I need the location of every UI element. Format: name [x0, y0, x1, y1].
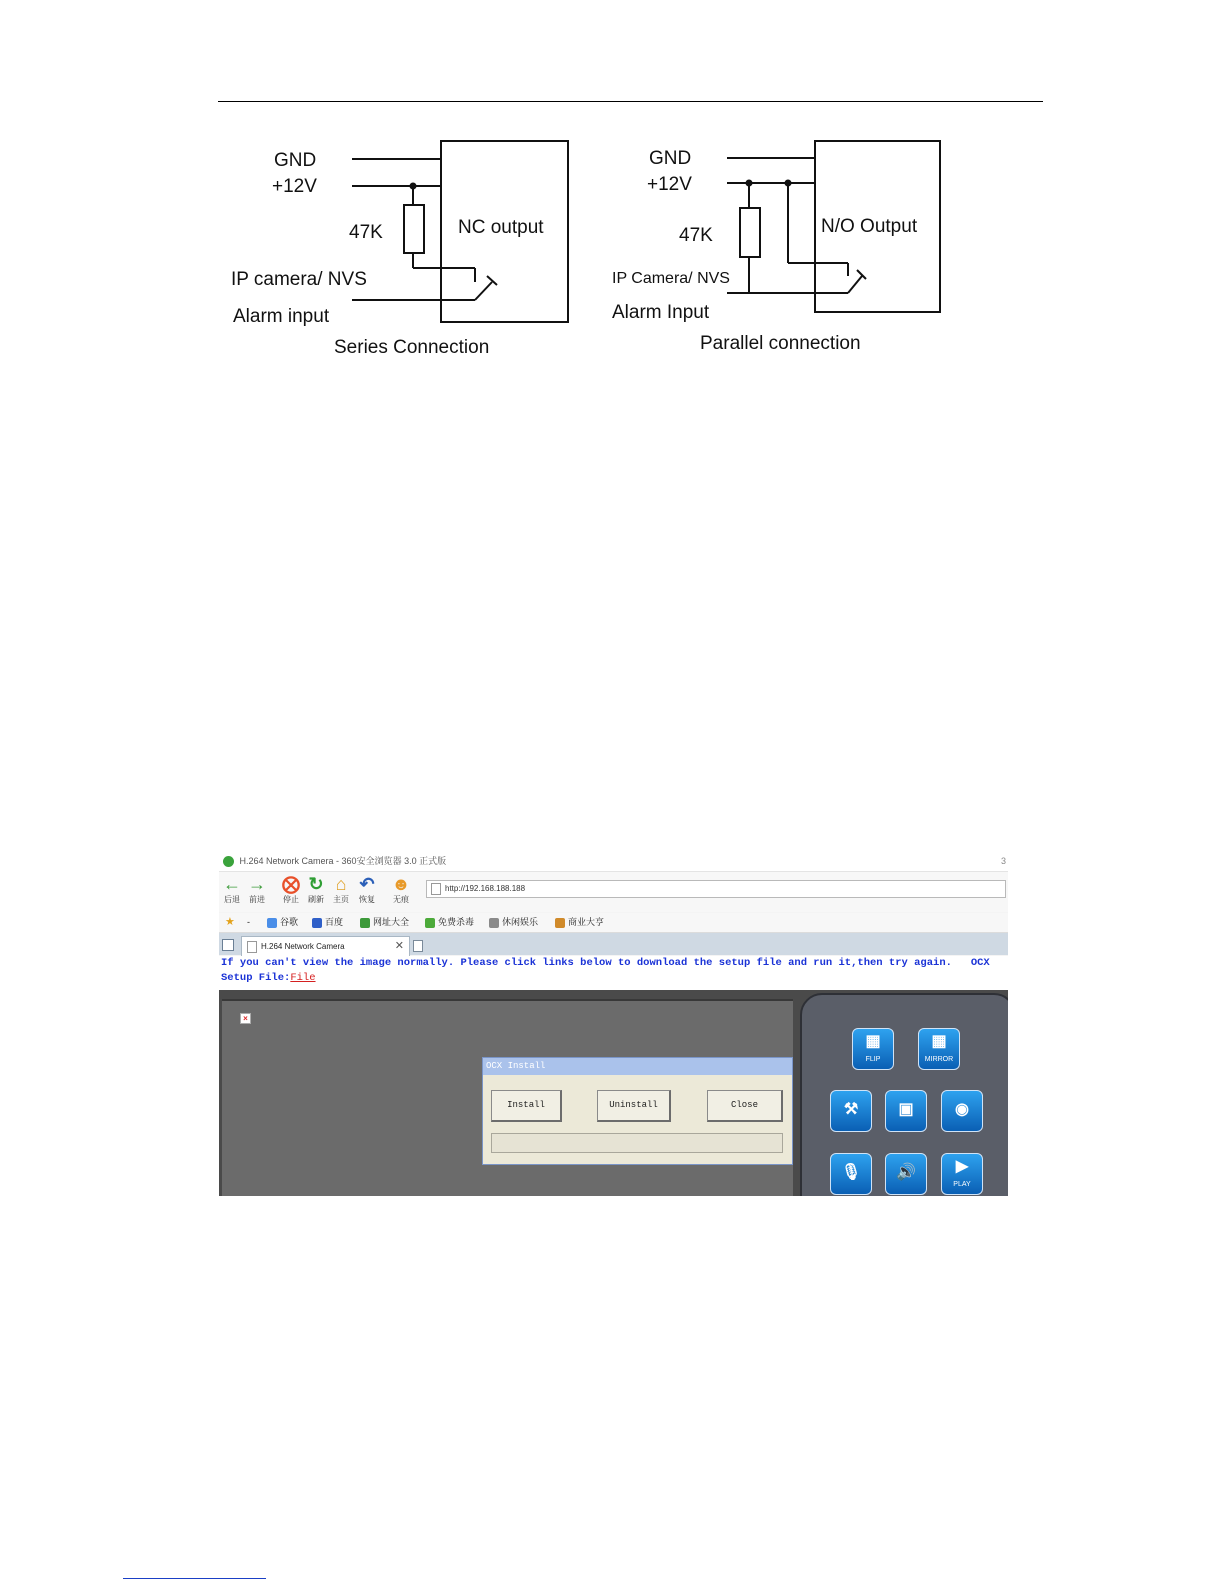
install-button[interactable]: Install — [491, 1090, 562, 1122]
favorites-star-icon[interactable]: ★ — [225, 916, 235, 928]
browser-logo-icon — [223, 856, 234, 867]
window-close-icon[interactable]: 3 — [1000, 856, 1006, 866]
speaker-button[interactable] — [885, 1153, 927, 1195]
flip-label: FLIP — [865, 1056, 881, 1063]
play-button[interactable] — [941, 1153, 983, 1195]
browser-toolbar — [219, 872, 1008, 912]
restore-label: 恢复 — [359, 895, 375, 904]
home-button[interactable] — [328, 874, 354, 905]
favorite-icon — [312, 918, 322, 928]
flip-icon: ▦ — [865, 1033, 881, 1050]
stop-icon: ⨂ — [282, 874, 300, 894]
series-12v-label: +12V — [272, 176, 317, 197]
favorite-item-1[interactable] — [267, 913, 298, 932]
record-button[interactable] — [941, 1090, 983, 1132]
stop-button[interactable] — [278, 874, 304, 905]
notice-text: If you can't view the image normally. Please click links below to download the setup file and run it,then try again. — [221, 957, 952, 969]
microphone-button[interactable] — [830, 1153, 872, 1195]
series-caption: Series Connection — [334, 337, 490, 358]
parallel-caption: Parallel connection — [700, 333, 861, 354]
series-resistor-label: 47K — [349, 222, 383, 243]
favorite-icon — [489, 918, 499, 928]
restore-icon: ↶ — [359, 874, 375, 894]
new-tab-icon[interactable] — [413, 940, 423, 952]
home-icon: ⌂ — [335, 874, 347, 894]
settings-button[interactable] — [830, 1090, 872, 1132]
favorite-icon — [267, 918, 277, 928]
tools-icon: ⚒ — [843, 1101, 859, 1118]
dialog-title: OCX Install — [483, 1058, 792, 1075]
parallel-gnd-label: GND — [649, 148, 692, 169]
favorite-label: 谷歌 — [280, 917, 299, 927]
broken-image-icon: × — [240, 1013, 251, 1024]
address-text: http://192.168.188.188 — [445, 884, 526, 893]
refresh-label: 刷新 — [308, 895, 324, 904]
browser-title-bar — [219, 852, 1008, 872]
camera-icon: ▣ — [898, 1101, 914, 1118]
favorites-dropdown-icon[interactable]: - — [247, 917, 250, 927]
favorite-icon — [555, 918, 565, 928]
camera-control-panel — [800, 993, 1008, 1196]
favorite-item-6[interactable] — [555, 913, 604, 932]
parallel-resistor-label: 47K — [679, 225, 713, 246]
restore-button[interactable] — [354, 874, 380, 905]
favorite-label: 免费杀毒 — [438, 917, 475, 927]
browser-screenshot — [219, 852, 1008, 1196]
incognito-icon: ☻ — [391, 874, 411, 894]
camera-page — [219, 990, 1008, 1196]
incognito-button[interactable] — [388, 874, 414, 905]
series-output-label: NC output — [458, 217, 544, 238]
parallel-junction-dot-2 — [785, 180, 792, 187]
incognito-label: 无痕 — [393, 895, 409, 904]
favorite-item-5[interactable] — [489, 913, 538, 932]
favorites-bar — [219, 913, 1008, 933]
series-alarm-label: Alarm input — [233, 306, 330, 327]
setup-notice — [219, 956, 1008, 990]
favorite-label: 百度 — [325, 917, 344, 927]
alarm-wiring-diagrams — [0, 0, 1225, 380]
speaker-icon: 🔊 — [896, 1164, 916, 1181]
close-button[interactable]: Close — [707, 1090, 783, 1122]
favorite-icon — [360, 918, 370, 928]
footnote-rule — [123, 1578, 266, 1579]
tab-network-camera[interactable] — [241, 936, 410, 956]
back-label: 后退 — [224, 895, 240, 904]
forward-button[interactable] — [244, 874, 270, 905]
refresh-button[interactable] — [303, 874, 329, 905]
tab-list-icon[interactable] — [222, 939, 234, 951]
stop-label: 停止 — [283, 895, 299, 904]
back-button[interactable] — [219, 874, 245, 905]
tab-bar — [219, 933, 1008, 955]
mirror-button[interactable] — [918, 1028, 960, 1070]
play-icon: ▶ — [955, 1158, 969, 1175]
page-icon — [247, 941, 257, 953]
setup-file-label: OCX Setup File: — [221, 957, 990, 984]
mirror-icon: ▦ — [931, 1033, 947, 1050]
browser-title: H.264 Network Camera - 360安全浏览器 3.0 正式版 — [239, 856, 447, 866]
home-label: 主页 — [333, 895, 349, 904]
parallel-12v-label: +12V — [647, 174, 692, 195]
series-camera-label: IP camera/ NVS — [231, 269, 367, 290]
tab-close-icon[interactable]: ✕ — [394, 940, 404, 952]
uninstall-button[interactable]: Uninstall — [597, 1090, 671, 1122]
address-bar[interactable] — [426, 880, 1006, 898]
ocx-install-dialog — [482, 1057, 793, 1165]
parallel-camera-label: IP Camera/ NVS — [612, 270, 730, 287]
favorite-label: 商业大亨 — [568, 917, 605, 927]
record-icon: ◉ — [955, 1101, 969, 1118]
forward-arrow-icon: → — [248, 874, 266, 894]
page-icon — [431, 883, 441, 895]
refresh-icon: ↻ — [308, 874, 324, 894]
back-arrow-icon: ← — [223, 874, 241, 894]
forward-label: 前进 — [249, 895, 265, 904]
series-gnd-label: GND — [274, 150, 317, 171]
play-label: PLAY — [953, 1181, 971, 1188]
favorite-item-4[interactable] — [425, 913, 474, 932]
favorite-item-3[interactable] — [360, 913, 409, 932]
series-junction-dot — [410, 183, 417, 190]
parallel-junction-dot-1 — [746, 180, 753, 187]
microphone-icon: 🎙 — [840, 1164, 862, 1181]
install-progress-bar — [491, 1133, 783, 1153]
snapshot-button[interactable] — [885, 1090, 927, 1132]
tab-title: H.264 Network Camera — [261, 942, 345, 951]
video-area — [222, 999, 793, 1196]
favorite-label: 网址大全 — [373, 917, 410, 927]
favorite-label: 休闲娱乐 — [502, 917, 539, 927]
flip-button[interactable] — [852, 1028, 894, 1070]
favorite-icon — [425, 918, 435, 928]
favorite-item-2[interactable] — [312, 913, 343, 932]
mirror-label: MIRROR — [924, 1056, 954, 1063]
setup-file-link[interactable]: File — [290, 972, 316, 984]
parallel-alarm-label: Alarm Input — [612, 302, 710, 323]
parallel-output-label: N/O Output — [821, 216, 918, 237]
